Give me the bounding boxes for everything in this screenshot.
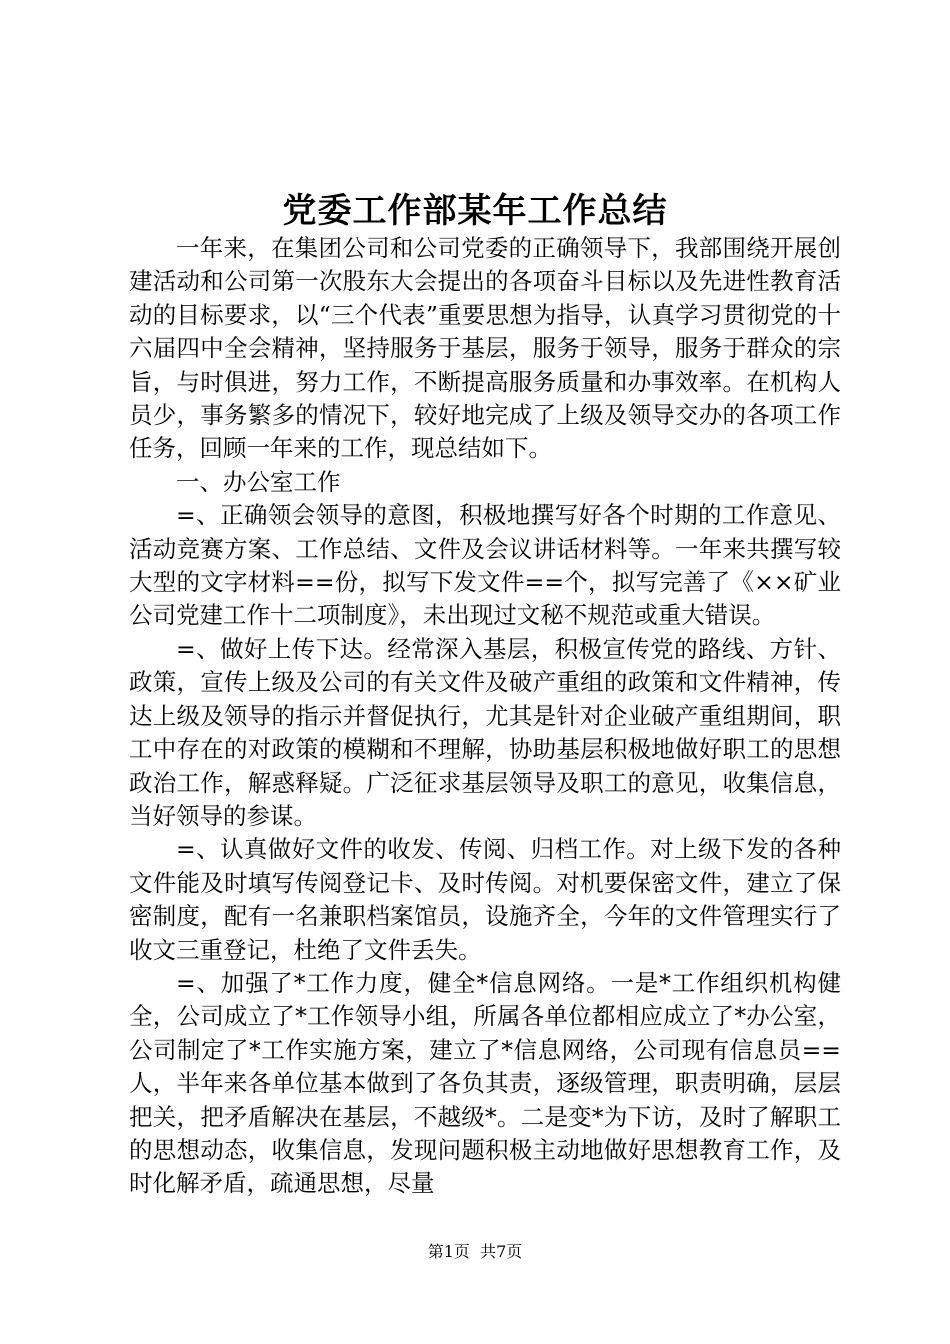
page-number: 第1页: [427, 1242, 470, 1261]
paragraph-item-writing: =、正确领会领导的意图，积极地撰写好各个时期的工作意见、活动竞赛方案、工作总结、文件及会议讲话材料等。一年来共撰写较大型的文字材料==份，拟写下发文件==个，拟写完善了《××矿业公司党建工作十二项制度》，未出现过文秘不规范或重大错误。: [129, 501, 841, 630]
document-body: [129, 232, 841, 1201]
document-title: 党委工作部某年工作总结: [282, 191, 668, 231]
page-footer: [0, 1240, 950, 1264]
section-heading-office-work: 一、办公室工作: [176, 467, 341, 496]
paragraph-item-documents: =、认真做好文件的收发、传阅、归档工作。对上级下发的各种文件能及时填写传阅登记卡、及时传阅。对机要保密文件，建立了保密制度，配有一名兼职档案馆员，设施齐全，今年的文件管理实行了收文三重登记，杜绝了文件丢失。: [129, 835, 841, 964]
paragraph-intro: 一年来，在集团公司和公司党委的正确领导下，我部围绕开展创建活动和公司第一次股东大会提出的各项奋斗目标以及先进性教育活动的目标要求，以“三个代表”重要思想为指导，认真学习贯彻党的十六届四中全会精神，坚持服务于基层，服务于领导，服务于群众的宗旨，与时俱进，努力工作，不断提高服务质量和办事效率。在机构人员少，事务繁多的情况下，较好地完成了上级及领导交办的各项工作任务，回顾一年来的工作，现总结如下。: [129, 234, 841, 463]
paragraph-item-petitions: =、加强了*工作力度，健全*信息网络。一是*工作组织机构健全，公司成立了*工作领导小组，所属各单位都相应成立了*办公室，公司制定了*工作实施方案，建立了*信息网络，公司现有信息员==人，半年来各单位基本做到了各负其责，逐级管理，职责明确，层层把关，把矛盾解决在基层，不越级*。二是变*为下访，及时了解职工的思想动态，收集信息，发现问题积极主动地做好思想教育工作，及时化解矛盾，疏通思想，尽量: [129, 968, 841, 1198]
paragraph-item-communication: =、做好上传下达。经常深入基层，积极宣传党的路线、方针、政策，宣传上级及公司的有关文件及破产重组的政策和文件精神，传达上级及领导的指示并督促执行，尤其是针对企业破产重组期间，职工中存在的对政策的模糊和不理解，协助基层积极地做好职工的思想政治工作，解惑释疑。广泛征求基层领导及职工的意见，收集信息，当好领导的参谋。: [129, 634, 841, 830]
page-total: 共7页: [480, 1242, 523, 1261]
